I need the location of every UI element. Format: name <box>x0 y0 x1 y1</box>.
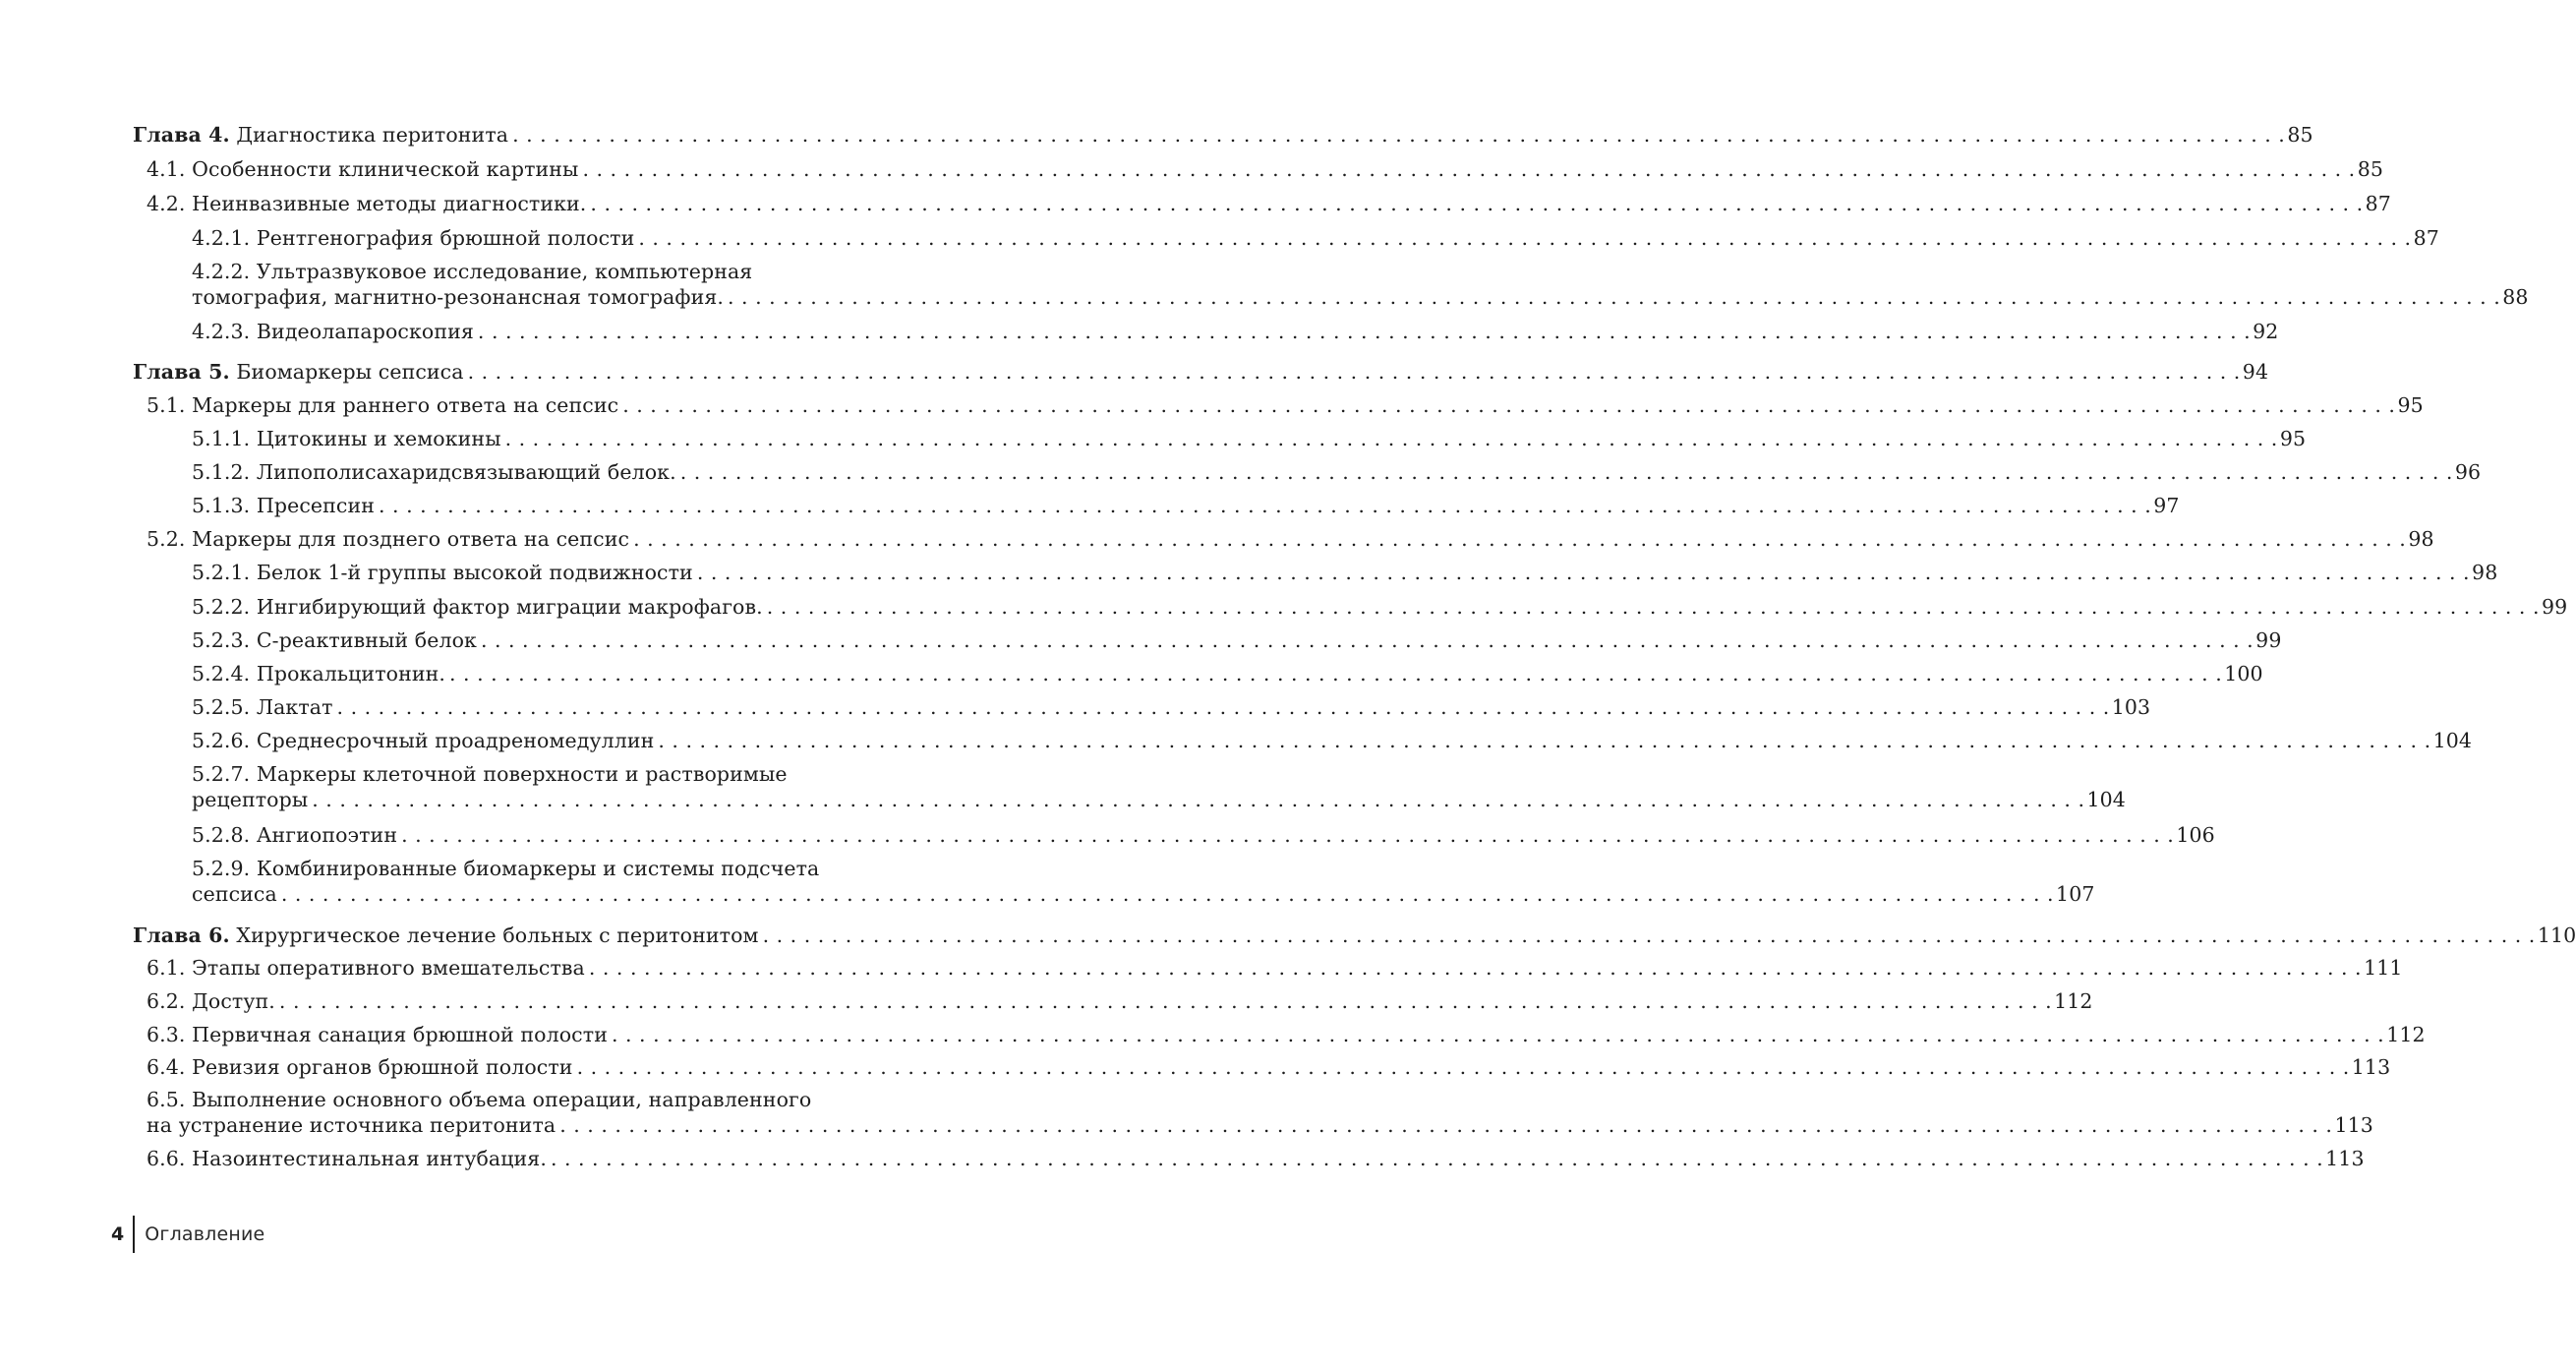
dot-leader <box>680 459 2453 485</box>
toc-section-5-1-1[interactable] <box>133 426 2307 451</box>
page-number: 95 <box>2279 427 2307 450</box>
toc-section-5-2-6[interactable] <box>133 728 2473 753</box>
section-title: 5.2.1. Белок 1-й группы высокой подвижности <box>192 561 693 584</box>
page-number: 113 <box>2334 1113 2373 1137</box>
section-title: 5.2.5. Лактат <box>192 695 333 719</box>
dot-leader <box>281 881 2054 907</box>
toc-section-5-2-2[interactable] <box>133 594 2568 620</box>
dot-leader <box>612 1022 2384 1047</box>
footer-section-label: Оглавление <box>145 1223 265 1245</box>
toc-chapter-4[interactable] <box>133 122 2313 148</box>
page-number: 96 <box>2454 460 2482 484</box>
toc-section-6-6[interactable] <box>133 1146 2365 1171</box>
dot-leader <box>697 560 2470 585</box>
dot-leader <box>312 787 2084 812</box>
chapter-label: Глава 5. <box>133 360 230 384</box>
section-title: 5.2.8. Ангиопоэтин <box>192 823 398 847</box>
toc-section-6-2[interactable] <box>133 988 2093 1014</box>
section-title: 6.3. Первичная санация брюшной полости <box>146 1023 608 1046</box>
page-number: 106 <box>2176 823 2215 847</box>
dot-leader <box>622 392 2395 418</box>
section-title: 4.2. Неинвазивные методы диагностики. <box>146 192 587 215</box>
toc-section-5-2[interactable] <box>133 526 2434 552</box>
page-number: 99 <box>2255 628 2282 652</box>
section-title-line-2: на устранение источника перитонита <box>146 1113 556 1137</box>
page-number: 85 <box>2357 157 2383 181</box>
toc-section-6-4[interactable] <box>133 1054 2391 1080</box>
section-title: 4.2.3. Видеолапароскопия <box>192 320 474 343</box>
toc-section-4-2[interactable] <box>133 191 2391 216</box>
section-title: 6.6. Назоинтестинальная интубация. <box>146 1147 547 1170</box>
page-number: 107 <box>2056 882 2095 906</box>
section-title-line-2: томография, магнитно-резонансная томография. <box>192 285 724 309</box>
dot-leader <box>763 923 2536 948</box>
dot-leader <box>505 426 2278 451</box>
dot-leader <box>449 661 2222 686</box>
toc-section-5-1[interactable] <box>133 392 2424 418</box>
section-title: 5.1.3. Пресепсин <box>192 494 376 517</box>
dot-leader <box>633 526 2406 552</box>
toc-section-6-1[interactable] <box>133 955 2403 981</box>
chapter-label: Глава 4. <box>133 123 230 147</box>
dot-leader <box>582 156 2355 182</box>
page-number: 113 <box>2325 1147 2365 1170</box>
page-number: 111 <box>2364 956 2403 980</box>
dot-leader <box>658 728 2430 753</box>
chapter-title: Диагностика перитонита <box>236 123 509 147</box>
page-footer <box>111 1216 264 1253</box>
toc-section-5-1-2[interactable] <box>133 459 2482 485</box>
page-number: 92 <box>2253 320 2279 343</box>
chapter-label: Глава 6. <box>133 923 230 947</box>
page-number: 98 <box>2472 561 2498 584</box>
page-number: 100 <box>2224 662 2263 685</box>
chapter-title: Хирургическое лечение больных с перитонитом <box>236 923 759 947</box>
section-title-line-1: 6.5. Выполнение основного объема операции, направленного <box>146 1088 812 1111</box>
page-number: 94 <box>2242 360 2269 384</box>
dot-leader <box>551 1146 2323 1171</box>
section-title: 4.2.1. Рентгенография брюшной полости <box>192 226 635 250</box>
dot-leader <box>379 493 2151 518</box>
chapter-title: Биомаркеры сепсиса <box>236 360 464 384</box>
page-number: 98 <box>2408 527 2434 551</box>
page-number: 112 <box>2054 989 2093 1013</box>
section-title: 6.4. Ревизия органов брюшной полости <box>146 1055 573 1079</box>
section-title: 5.2.4. Прокальцитонин. <box>192 662 445 685</box>
footer-divider <box>133 1216 135 1253</box>
section-title: 5.2.3. С-реактивный белок <box>192 628 477 652</box>
dot-leader <box>512 122 2285 148</box>
page-number: 112 <box>2386 1023 2426 1046</box>
page-number: 97 <box>2153 494 2180 517</box>
toc-section-5-2-4[interactable] <box>133 661 2263 686</box>
section-title-line-2: сепсиса <box>192 882 277 906</box>
dot-leader <box>590 191 2363 216</box>
section-title: 6.2. Доступ. <box>146 989 275 1013</box>
toc-section-4-2-1[interactable] <box>133 225 2439 251</box>
page-number: 104 <box>2086 788 2126 811</box>
dot-leader <box>767 594 2540 620</box>
dot-leader <box>279 988 2052 1014</box>
section-title: 5.2.6. Среднесрочный проадреномедуллин <box>192 729 655 752</box>
dot-leader <box>577 1054 2350 1080</box>
page-number: 95 <box>2397 393 2424 417</box>
toc-section-5-2-1[interactable] <box>133 560 2498 585</box>
toc-section-4-1[interactable] <box>133 156 2383 182</box>
page-number: 99 <box>2541 595 2568 619</box>
page-number: 103 <box>2111 695 2151 719</box>
toc-section-6-3[interactable] <box>133 1022 2426 1047</box>
section-title: 5.2. Маркеры для позднего ответа на сепсис <box>146 527 630 551</box>
section-title-line-1: 5.2.7. Маркеры клеточной поверхности и растворимые <box>192 762 788 786</box>
toc-section-5-1-3[interactable] <box>133 493 2180 518</box>
section-title: 6.1. Этапы оперативного вмешательства <box>146 956 585 980</box>
dot-leader <box>589 955 2362 981</box>
page-number: 104 <box>2432 729 2473 752</box>
toc-section-5-2-9[interactable] <box>133 856 2095 907</box>
dot-leader <box>638 225 2411 251</box>
dot-leader <box>728 284 2500 310</box>
dot-leader <box>468 359 2241 385</box>
section-title: 5.1.1. Цитокины и хемокины <box>192 427 501 450</box>
toc-section-4-2-2[interactable] <box>133 259 2529 310</box>
section-title-line-1: 5.2.9. Комбинированные биомаркеры и системы подсчета <box>192 857 820 880</box>
dot-leader <box>401 822 2174 848</box>
toc-section-5-2-7[interactable] <box>133 761 2126 812</box>
dot-leader <box>337 694 2110 720</box>
toc-section-5-2-8[interactable] <box>133 822 2215 848</box>
toc-section-5-2-5[interactable] <box>133 694 2151 720</box>
dot-leader <box>481 627 2254 653</box>
section-title: 4.1. Особенности клинической картины <box>146 157 579 181</box>
section-title: 5.2.2. Ингибирующий фактор миграции макрофагов. <box>192 595 763 619</box>
page-number: 85 <box>2287 123 2313 147</box>
page-number: 113 <box>2351 1055 2391 1079</box>
dot-leader <box>559 1112 2332 1138</box>
section-title: 5.1.2. Липополисахаридсвязывающий белок. <box>192 460 676 484</box>
page-number: 87 <box>2413 226 2439 250</box>
page-number: 87 <box>2365 192 2391 215</box>
toc-chapter-5[interactable] <box>133 359 2269 385</box>
page-number: 88 <box>2502 285 2529 309</box>
page-number: 110 <box>2537 923 2576 947</box>
section-title-line-2: рецепторы <box>192 788 309 811</box>
toc-chapter-6[interactable] <box>133 923 2576 948</box>
footer-page-number: 4 <box>111 1223 125 1245</box>
dot-leader <box>478 319 2251 344</box>
toc-section-5-2-3[interactable] <box>133 627 2282 653</box>
toc-section-4-2-3[interactable] <box>133 319 2279 344</box>
toc-section-6-5[interactable] <box>133 1087 2373 1138</box>
section-title-line-1: 4.2.2. Ультразвуковое исследование, компьютерная <box>192 260 753 283</box>
section-title: 5.1. Маркеры для раннего ответа на сепсис <box>146 393 619 417</box>
